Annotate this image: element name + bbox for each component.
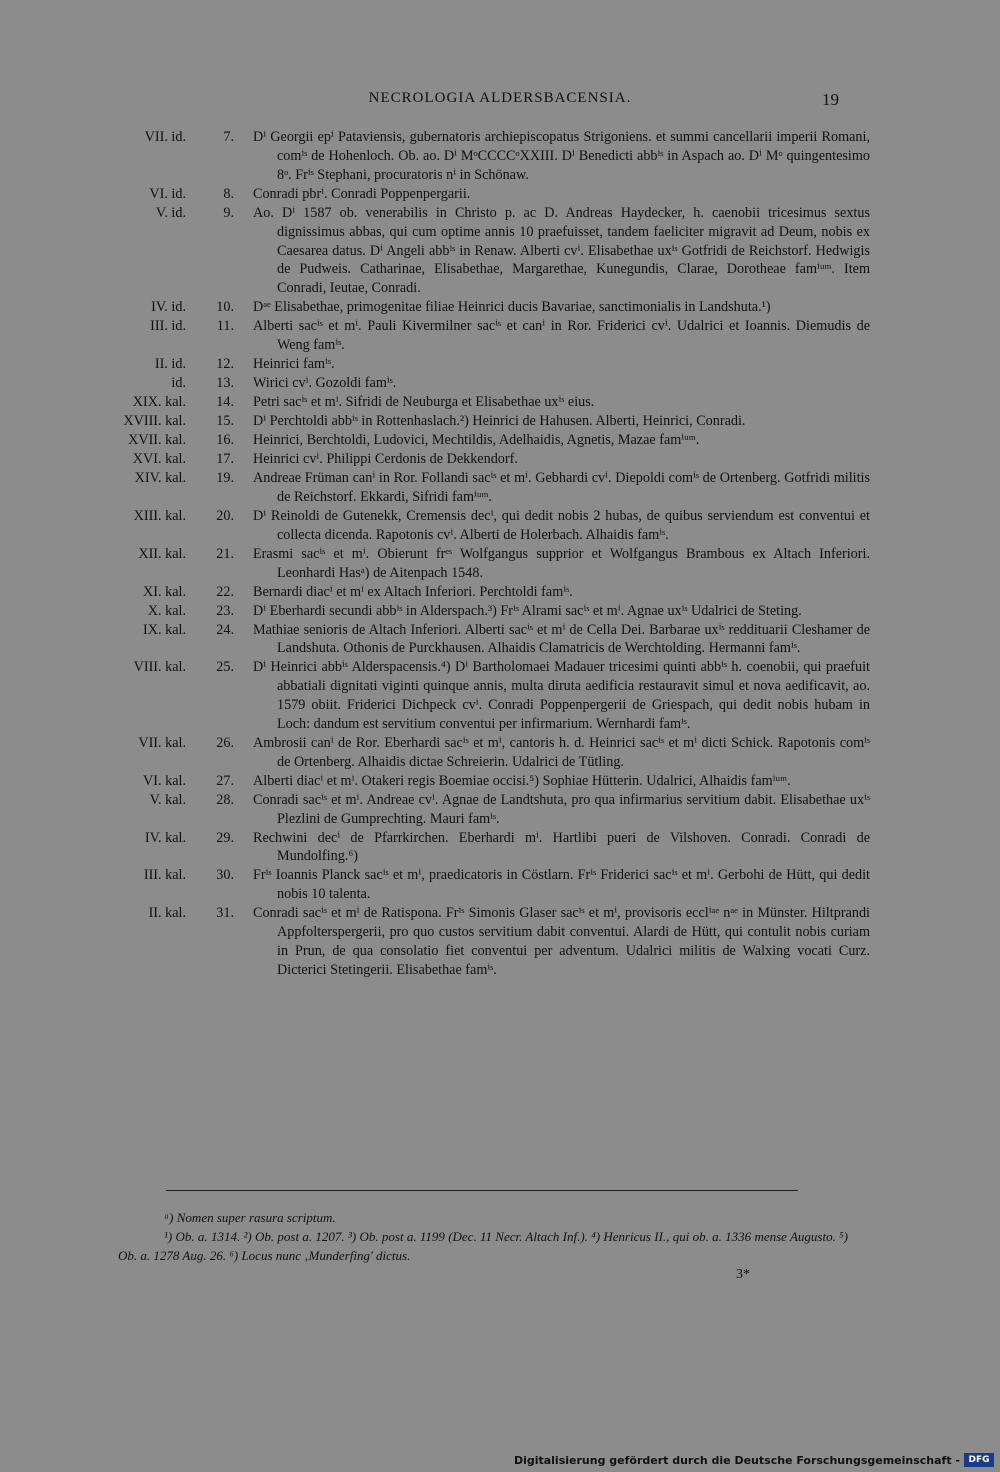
entry-date: XII. kal. — [138, 545, 186, 562]
entry-date: IV. kal. — [144, 829, 186, 846]
sheet-signature: 3* — [736, 1267, 750, 1282]
entry-date: II. kal. — [148, 905, 186, 922]
entry-date: VI. id. — [149, 185, 186, 202]
entry-day: 12. — [216, 356, 234, 373]
necrology-entry — [0, 772, 1000, 791]
necrology-entry — [0, 507, 1000, 545]
entry-day: 22. — [216, 583, 234, 600]
entry-text: Heinrici, Berchtoldi, Ludovici, Mechtildis, Adelhaidis, Agnetis, Mazae famⁱᵘᵐ. — [253, 432, 700, 449]
entry-day: 28. — [216, 791, 234, 808]
entry-day: 16. — [216, 432, 234, 449]
entry-day: 26. — [216, 734, 234, 751]
necrology-entry — [0, 658, 1000, 734]
entry-date: III. id. — [150, 318, 186, 335]
entry-date: id. — [171, 375, 186, 392]
entry-date: IX. kal. — [143, 621, 186, 638]
entry-date: V. id. — [155, 204, 186, 221]
entry-day: 9. — [223, 204, 234, 221]
entry-date: VII. id. — [144, 129, 186, 145]
necrology-entry — [0, 602, 1000, 621]
footnote-a: ᵃ) Nomen super rasura scriptum. — [164, 1210, 336, 1225]
entry-day: 19. — [216, 470, 234, 487]
entry-text: Alberti sacⁱˢ et mⁱ. Pauli Kivermilner sacⁱˢ et canⁱ in Ror. Friderici cvⁱ. Udalrici et Ioannis. Diemudis de Weng famⁱˢ. — [253, 318, 870, 354]
necrology-entry — [0, 583, 1000, 602]
entry-text: Dⁱ Perchtoldi abbⁱˢ in Rottenhaslach.²) Heinrici de Hahusen. Alberti, Heinrici, Conradi. — [253, 413, 746, 430]
entry-text: Mathiae senioris de Altach Inferiori. Alberti sacⁱˢ et mⁱ de Cella Dei. Barbarae uxⁱˢ reddituarii Cleshamer de Landshuta. Othonis de Purckhausen. Alhaidis Clamatricis de Werchtolding. Hermanni famⁱˢ. — [253, 621, 870, 657]
necrology-entry — [0, 621, 1000, 659]
entry-day: 10. — [216, 299, 234, 316]
entry-text: Dᵃᵉ Elisabethae, primogenitae filiae Heinrici ducis Bavariae, sanctimonialis in Landshuta.¹) — [253, 299, 771, 316]
necrology-entry — [0, 374, 1000, 393]
entry-text: Dⁱ Reinoldi de Gutenekk, Cremensis decⁱ, qui dedit nobis 2 hubas, de quibus serviendum est conventui et collecta dicenda. Rapotonis cvⁱ. Alberti de Holerbach. Alhaidis famⁱˢ. — [253, 507, 870, 543]
necrology-entry — [0, 734, 1000, 772]
necrology-entry — [0, 317, 1000, 355]
entry-text: Conradi pbrⁱ. Conradi Poppenpergarii. — [253, 185, 471, 202]
necrology-entry — [0, 355, 1000, 374]
entry-text: Conradi sacⁱˢ et mⁱ. Andreae cvⁱ. Agnae de Landtshuta, pro qua infirmarius servitium dabit. Elisabethae uxⁱˢ Plezlini de Gumprechting. Mauri famⁱˢ. — [253, 791, 870, 827]
entry-date: XVIII. kal. — [123, 413, 186, 430]
entry-date: XIX. kal. — [132, 394, 186, 411]
entry-date: X. kal. — [147, 602, 186, 619]
entry-day: 20. — [216, 507, 234, 524]
entry-date: VIII. kal. — [133, 659, 186, 676]
funding-credit: Digitalisierung gefördert durch die Deutsche Forschungsgemeinschaft - — [513, 1454, 960, 1467]
entry-date: VI. kal. — [143, 772, 186, 789]
entry-text: Rechwini decⁱ de Pfarrkirchen. Eberhardi mⁱ. Hartlibi pueri de Vilshoven. Conradi. Conradi de Mundolfing.⁶) — [253, 829, 870, 865]
entry-day: 24. — [216, 621, 234, 638]
entry-day: 23. — [216, 602, 234, 619]
entry-text: Dⁱ Georgii epⁱ Pataviensis, gubernatoris archiepiscopatus Strigoniens. et summi cancellarii imperii Romani, comⁱˢ de Hohenloch. Ob. ao. Dⁱ MᵒCCCCᵒXXIII. Dⁱ Benedicti abbⁱˢ in Aspach ao. Dⁱ Mᵒ quingentesimo 8ᵒ. Frⁱˢ Stephani, procuratoris nⁱ in Schönaw. — [253, 129, 870, 183]
necrology-entry — [0, 412, 1000, 431]
footnotes-numbered: ¹) Ob. a. 1314. ²) Ob. post a. 1207. ³) Ob. post a. 1199 (Dec. 11 Necr. Altach Inf.). ⁴) Henricus II., qui ob. a. 1336 mense Augusto. ⁵) Ob. a. 1278 Aug. 26. ⁶) Locus nunc ‚Munderfing' dictus. — [118, 1229, 848, 1263]
footnotes — [118, 1208, 848, 1284]
necrology-entry — [0, 393, 1000, 412]
entry-day: 15. — [216, 413, 234, 430]
necrology-entry — [0, 185, 1000, 204]
entry-text: Andreae Früman canⁱ in Ror. Follandi sacⁱˢ et mⁱ. Gebhardi cvⁱ. Diepoldi comⁱˢ de Ortenberg. Gotfridi militis de Reichstorf. Ekkardi, Sifridi famⁱᵘᵐ. — [253, 470, 870, 505]
running-title: NECROLOGIA ALDERSBACENSIA. — [368, 90, 632, 106]
entry-day: 13. — [216, 375, 234, 392]
entry-day: 11. — [216, 318, 234, 335]
entry-text: Dⁱ Heinrici abbⁱˢ Alderspacensis.⁴) Dⁱ Bartholomaei Madauer tricesimi quinti abbⁱˢ h. coenobii, qui praefuit abbatiali dignitati viginti quinque annis, multa diruta aedificia restauravit simul et nova aedificavit, ao. 1579 obiit. Friderici Dichpeck cvⁱ. Conradi Poppenpergerii de Griespach, qui dedit nobis hubam in Loch: dandum est servitium conventui per infirmarium. Wernhardi famⁱˢ. — [253, 659, 870, 733]
entry-text: Frⁱˢ Ioannis Planck sacⁱˢ et mⁱ, praedicatoris in Cöstlarn. Frⁱˢ Friderici sacⁱˢ et mⁱ. Gerbohi de Hütt, qui dedit nobis 10 talenta. — [253, 867, 870, 903]
entry-text: Erasmi sacⁱˢ et mⁱ. Obierunt frᵉˢ Wolfgangus supprior et Wolfgangus Brambous ex Altach Inferiori. Leonhardi Hasᵃ) de Aitenpach 1548. — [253, 545, 870, 581]
entry-text: Ambrosii canⁱ de Ror. Eberhardi sacⁱˢ et mⁱ, cantoris h. d. Heinrici sacⁱˢ et mⁱ dicti Schick. Rapotonis comⁱˢ de Ortenberg. Alhaidis dictae Schreierin. Udalrici de Tütling. — [253, 734, 870, 770]
entry-date: II. id. — [154, 356, 186, 373]
entry-day: 14. — [216, 394, 234, 411]
entry-text: Conradi sacⁱˢ et mⁱ de Ratispona. Frⁱˢ Simonis Glaser sacⁱˢ et mⁱ, provisoris ecclⁱᵃᵉ nᵃᵉ in Münster. Hiltprandi Appfolterspergerii, pro quo custos servitium dabit conventui. Alardi de Hütt, qui contulit nobis curiam in Prun, de qua consolatio fiet conventui per adventum. Udalrici militis de Walxing vocati Curz. Dicterici Stetingerii. Elisabethae famⁱˢ. — [253, 905, 870, 978]
necrology-entry — [0, 866, 1000, 904]
entry-day: 31. — [216, 905, 234, 922]
entry-day: 27. — [216, 772, 234, 789]
entry-date: XIV. kal. — [134, 470, 186, 487]
necrology-entry — [0, 829, 1000, 867]
entry-text: Alberti diacⁱ et mⁱ. Otakeri regis Boemiae occisi.⁵) Sophiae Hütterin. Udalrici, Alhaidis famⁱᵘᵐ. — [253, 772, 791, 789]
page-header — [0, 90, 1000, 114]
necrology-entry — [0, 128, 1000, 185]
entry-text: Wirici cvⁱ. Gozoldi famⁱˢ. — [253, 375, 397, 392]
entry-date: XIII. kal. — [133, 507, 186, 524]
necrology-entry — [0, 298, 1000, 317]
necrology-entries — [0, 128, 1000, 980]
footnote-rule — [166, 1190, 798, 1191]
entry-date: XI. kal. — [143, 583, 186, 600]
entry-text: Ao. Dⁱ 1587 ob. venerabilis in Christo p. ac D. Andreas Haydecker, h. caenobii tricesimus sextus dignissimus abbas, qui cum optime annis 10 praefuisset, tandem faeliciter migravit ad Deum, nobis ex Caesarea datus. Dⁱ Angeli abbⁱˢ in Renaw. Alberti cvⁱ. Elisabethae uxⁱˢ Gotfridi de Reichstorf. Hedwigis de Pudweis. Catharinae, Elisabethae, Margarethae, Kunegundis, Clarae, Dorotheae famⁱᵘᵐ. Item Conradi, Ieutae, Conradi. — [253, 204, 870, 297]
entry-date: III. kal. — [143, 867, 186, 884]
dfg-logo: DFG — [964, 1453, 994, 1467]
entry-day: 8. — [223, 185, 234, 202]
entry-date: XVI. kal. — [132, 451, 186, 468]
entry-day: 7. — [223, 129, 234, 145]
necrology-entry — [0, 469, 1000, 507]
necrology-entry — [0, 791, 1000, 829]
necrology-entry — [0, 204, 1000, 299]
entry-text: Dⁱ Eberhardi secundi abbⁱˢ in Alderspach.³) Frⁱˢ Alrami sacⁱˢ et mⁱ. Agnae uxⁱˢ Udalrici de Steting. — [253, 602, 802, 619]
entry-text: Bernardi diacⁱ et mⁱ ex Altach Inferiori. Perchtoldi famⁱˢ. — [253, 583, 573, 600]
entry-day: 29. — [216, 829, 234, 846]
entry-text: Petri sacⁱˢ et mⁱ. Sifridi de Neuburga et Elisabethae uxⁱˢ eius. — [253, 394, 595, 411]
entry-day: 30. — [216, 867, 234, 884]
necrology-entry — [0, 431, 1000, 450]
entry-day: 25. — [216, 659, 234, 676]
entry-date: VII. kal. — [138, 734, 186, 751]
entry-text: Heinrici cvⁱ. Philippi Cerdonis de Dekkendorf. — [253, 451, 518, 468]
entry-day: 21. — [216, 545, 234, 562]
entry-date: V. kal. — [149, 791, 186, 808]
entry-text: Heinrici famⁱˢ. — [253, 356, 335, 373]
necrology-entry — [0, 545, 1000, 583]
entry-day: 17. — [216, 451, 234, 468]
entry-date: XVII. kal. — [128, 432, 186, 449]
necrology-entry — [0, 450, 1000, 469]
entry-date: IV. id. — [151, 299, 186, 316]
footer — [0, 1452, 1000, 1472]
necrology-entry — [0, 904, 1000, 980]
page-number: 19 — [822, 90, 839, 109]
